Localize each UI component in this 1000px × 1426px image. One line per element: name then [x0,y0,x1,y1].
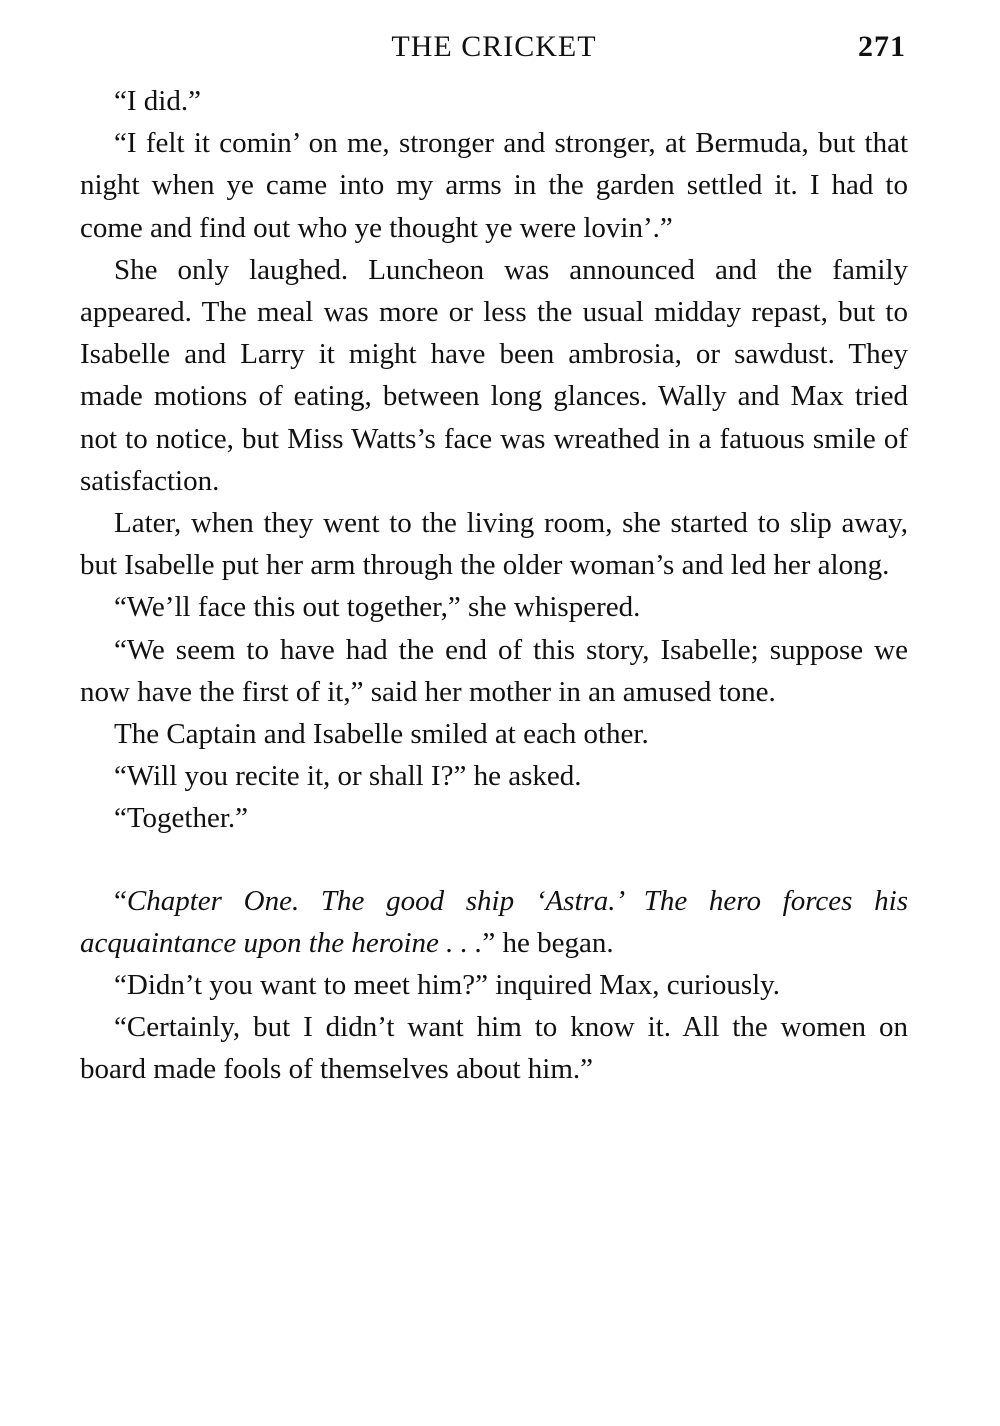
paragraph: “Didn’t you want to meet him?” inquired Max, curiously. [114,969,781,1002]
paragraph: “I did.” [114,85,201,117]
book-page [80,22,908,1091]
paragraph: “We seem to have had the end of this story, Isabelle; suppose we now have the first of it,” said her mother in an amused tone. [80,633,908,708]
opening-quote: “ [114,884,127,917]
paragraph: The Captain and Isabelle smiled at each other. [114,718,649,751]
paragraph: “Will you recite it, or shall I?” he asked. [114,760,582,793]
italic-chapter-text: Chapter One. The good ship ‘Astra.’ The hero forces his acquaintance upon the heroine . . . [80,884,908,959]
body-text [80,80,908,1091]
paragraph: She only laughed. Luncheon was announced and the family appeared. The meal was more or less the usual midday repast, but to Isabelle and Larry it might have been ambrosia, or sawdust. They made motions of eating, between long glances. Wally and Max tried not to notice, but Miss Watts’s face was wreathed in a fatuous smile of satisfaction. [80,253,908,497]
paragraph: Later, when they went to the living room, she started to slip away, but Isabelle put her arm through the older woman’s and led her along. [80,507,908,582]
plain-text: he began. [495,926,614,959]
chapter-recital-paragraph [80,880,908,964]
paragraph: “We’ll face this out together,” she whispered. [114,591,641,624]
closing-quote: ” [482,926,496,959]
paragraph: “Certainly, but I didn’t want him to know it. All the women on board made fools of themselves about him.” [80,1011,908,1086]
paragraph: “I felt it comin’ on me, stronger and stronger, at Bermuda, but that night when ye came into my arms in the garden settled it. I had to come and find out who ye thought ye were lovin’.” [80,127,908,244]
page-number: 271 [858,30,906,63]
paragraph: “Together.” [114,802,249,835]
running-title: THE CRICKET [391,30,597,63]
running-head [80,22,908,80]
